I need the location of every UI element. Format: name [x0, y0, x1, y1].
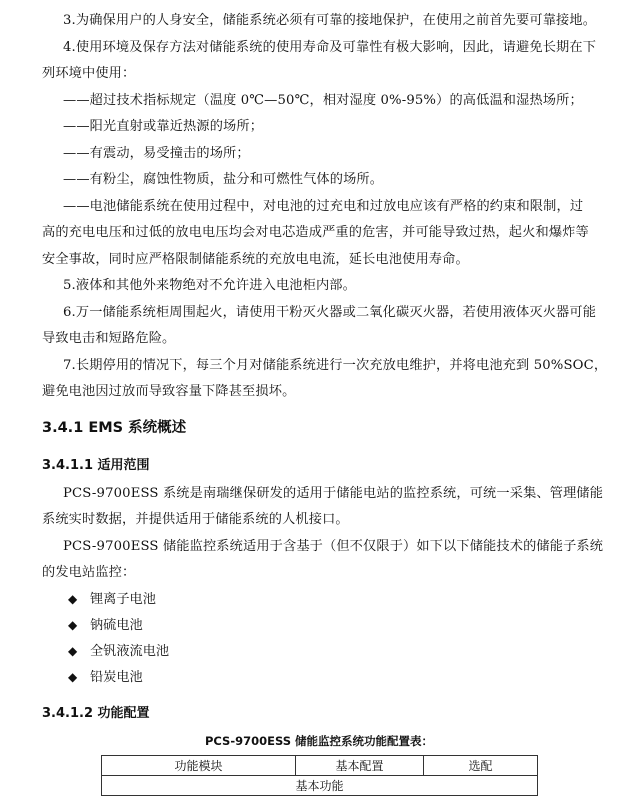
item-5-text: 5.液体和其他外来物绝对不允许进入电池柜内部。 — [63, 278, 356, 293]
function-config-table — [101, 755, 538, 796]
diamond-bullet-icon: ◆ — [68, 670, 78, 684]
diamond-bullet-icon: ◆ — [68, 618, 78, 632]
item-4-text-line2: 列环境中使用： — [42, 66, 136, 81]
item-6-text-line2: 导致电击和短路危险。 — [42, 331, 176, 346]
table-caption: PCS-9700ESS 储能监控系统功能配置表： — [204, 734, 434, 748]
diamond-bullet-icon: ◆ — [68, 592, 78, 606]
table-header-optional: 选配 — [424, 756, 538, 776]
item-6-text-line1: 6.万一储能系统柜周围起火，请使用干粉灭火器或二氧化碳灭火器，若使用液体灭火器可能 — [63, 305, 597, 320]
env-item-overcharge-line3: 安全事故，同时应严格限制储能系统的充放电电流，延长电池使用寿命。 — [42, 252, 469, 267]
env-item-vibration: ——有震动，易受撞击的场所； — [63, 146, 250, 161]
scope-para2-line2: 的发电站监控： — [42, 565, 136, 580]
item-4-text-line1: 4.使用环境及保存方法对储能系统的使用寿命及可靠性有极大影响，因此，请避免长期在下 — [63, 40, 597, 55]
scope-para2-line1: PCS-9700ESS 储能监控系统适用于含基于（但不仅限于）如下以下储能技术的储能子系统 — [63, 539, 604, 554]
list-item-lead-carbon — [68, 664, 143, 691]
diamond-bullet-icon: ◆ — [68, 644, 78, 658]
env-item-sunlight: ——阳光直射或靠近热源的场所； — [63, 119, 264, 134]
list-item-label: 锂离子电池 — [90, 592, 156, 607]
env-item-dust: ——有粉尘，腐蚀性物质，盐分和可燃性气体的场所。 — [63, 172, 384, 187]
scope-para1-line1: PCS-9700ESS 系统是南瑞继保研发的适用于储能电站的监控系统，可统一采集、管理储能 — [63, 486, 604, 501]
list-item-label: 铅炭电池 — [90, 670, 143, 685]
item-7-text-line2: 避免电池因过放而导致容量下降甚至损坏。 — [42, 384, 296, 399]
list-item-lithium-ion — [68, 586, 156, 613]
env-item-overcharge-line2: 高的充电电压和过低的放电电压均会对电芯造成严重的危害，并可能导致过热，起火和爆炸等 — [42, 225, 589, 240]
list-item-label: 钠硫电池 — [90, 618, 143, 633]
scope-para1-line2: 系统实时数据，并提供适用于储能系统的人机接口。 — [42, 512, 349, 527]
subsection-heading-function-config: 3.4.1.2 功能配置 — [42, 706, 150, 721]
list-item-sodium-sulfur — [68, 612, 143, 639]
env-item-overcharge-line1: ——电池储能系统在使用过程中，对电池的过充电和过放电应该有严格的约束和限制，过 — [63, 199, 584, 214]
item-7-text-line1: 7.长期停用的情况下，每三个月对储能系统进行一次充放电维护，并将电池充到 50%SOC， — [63, 358, 608, 373]
table-header-basic-config: 基本配置 — [296, 756, 424, 776]
item-3-text: 3.为确保用户的人身安全，储能系统必须有可靠的接地保护，在使用之前首先要可靠接地。 — [63, 13, 597, 28]
list-item-label: 全钒液流电池 — [90, 644, 170, 659]
table-row — [102, 776, 538, 796]
table-header-function-module: 功能模块 — [102, 756, 296, 776]
env-item-temperature: ——超过技术指标规定（温度 0℃—50℃，相对湿度 0%-95%）的高低温和湿热场所； — [63, 93, 583, 108]
section-heading-ems-overview: 3.4.1 EMS 系统概述 — [42, 420, 187, 436]
table-group-basic-functions: 基本功能 — [102, 776, 538, 796]
subsection-heading-scope: 3.4.1.1 适用范围 — [42, 458, 150, 473]
table-header-row — [102, 756, 538, 776]
list-item-vanadium-flow — [68, 638, 169, 665]
